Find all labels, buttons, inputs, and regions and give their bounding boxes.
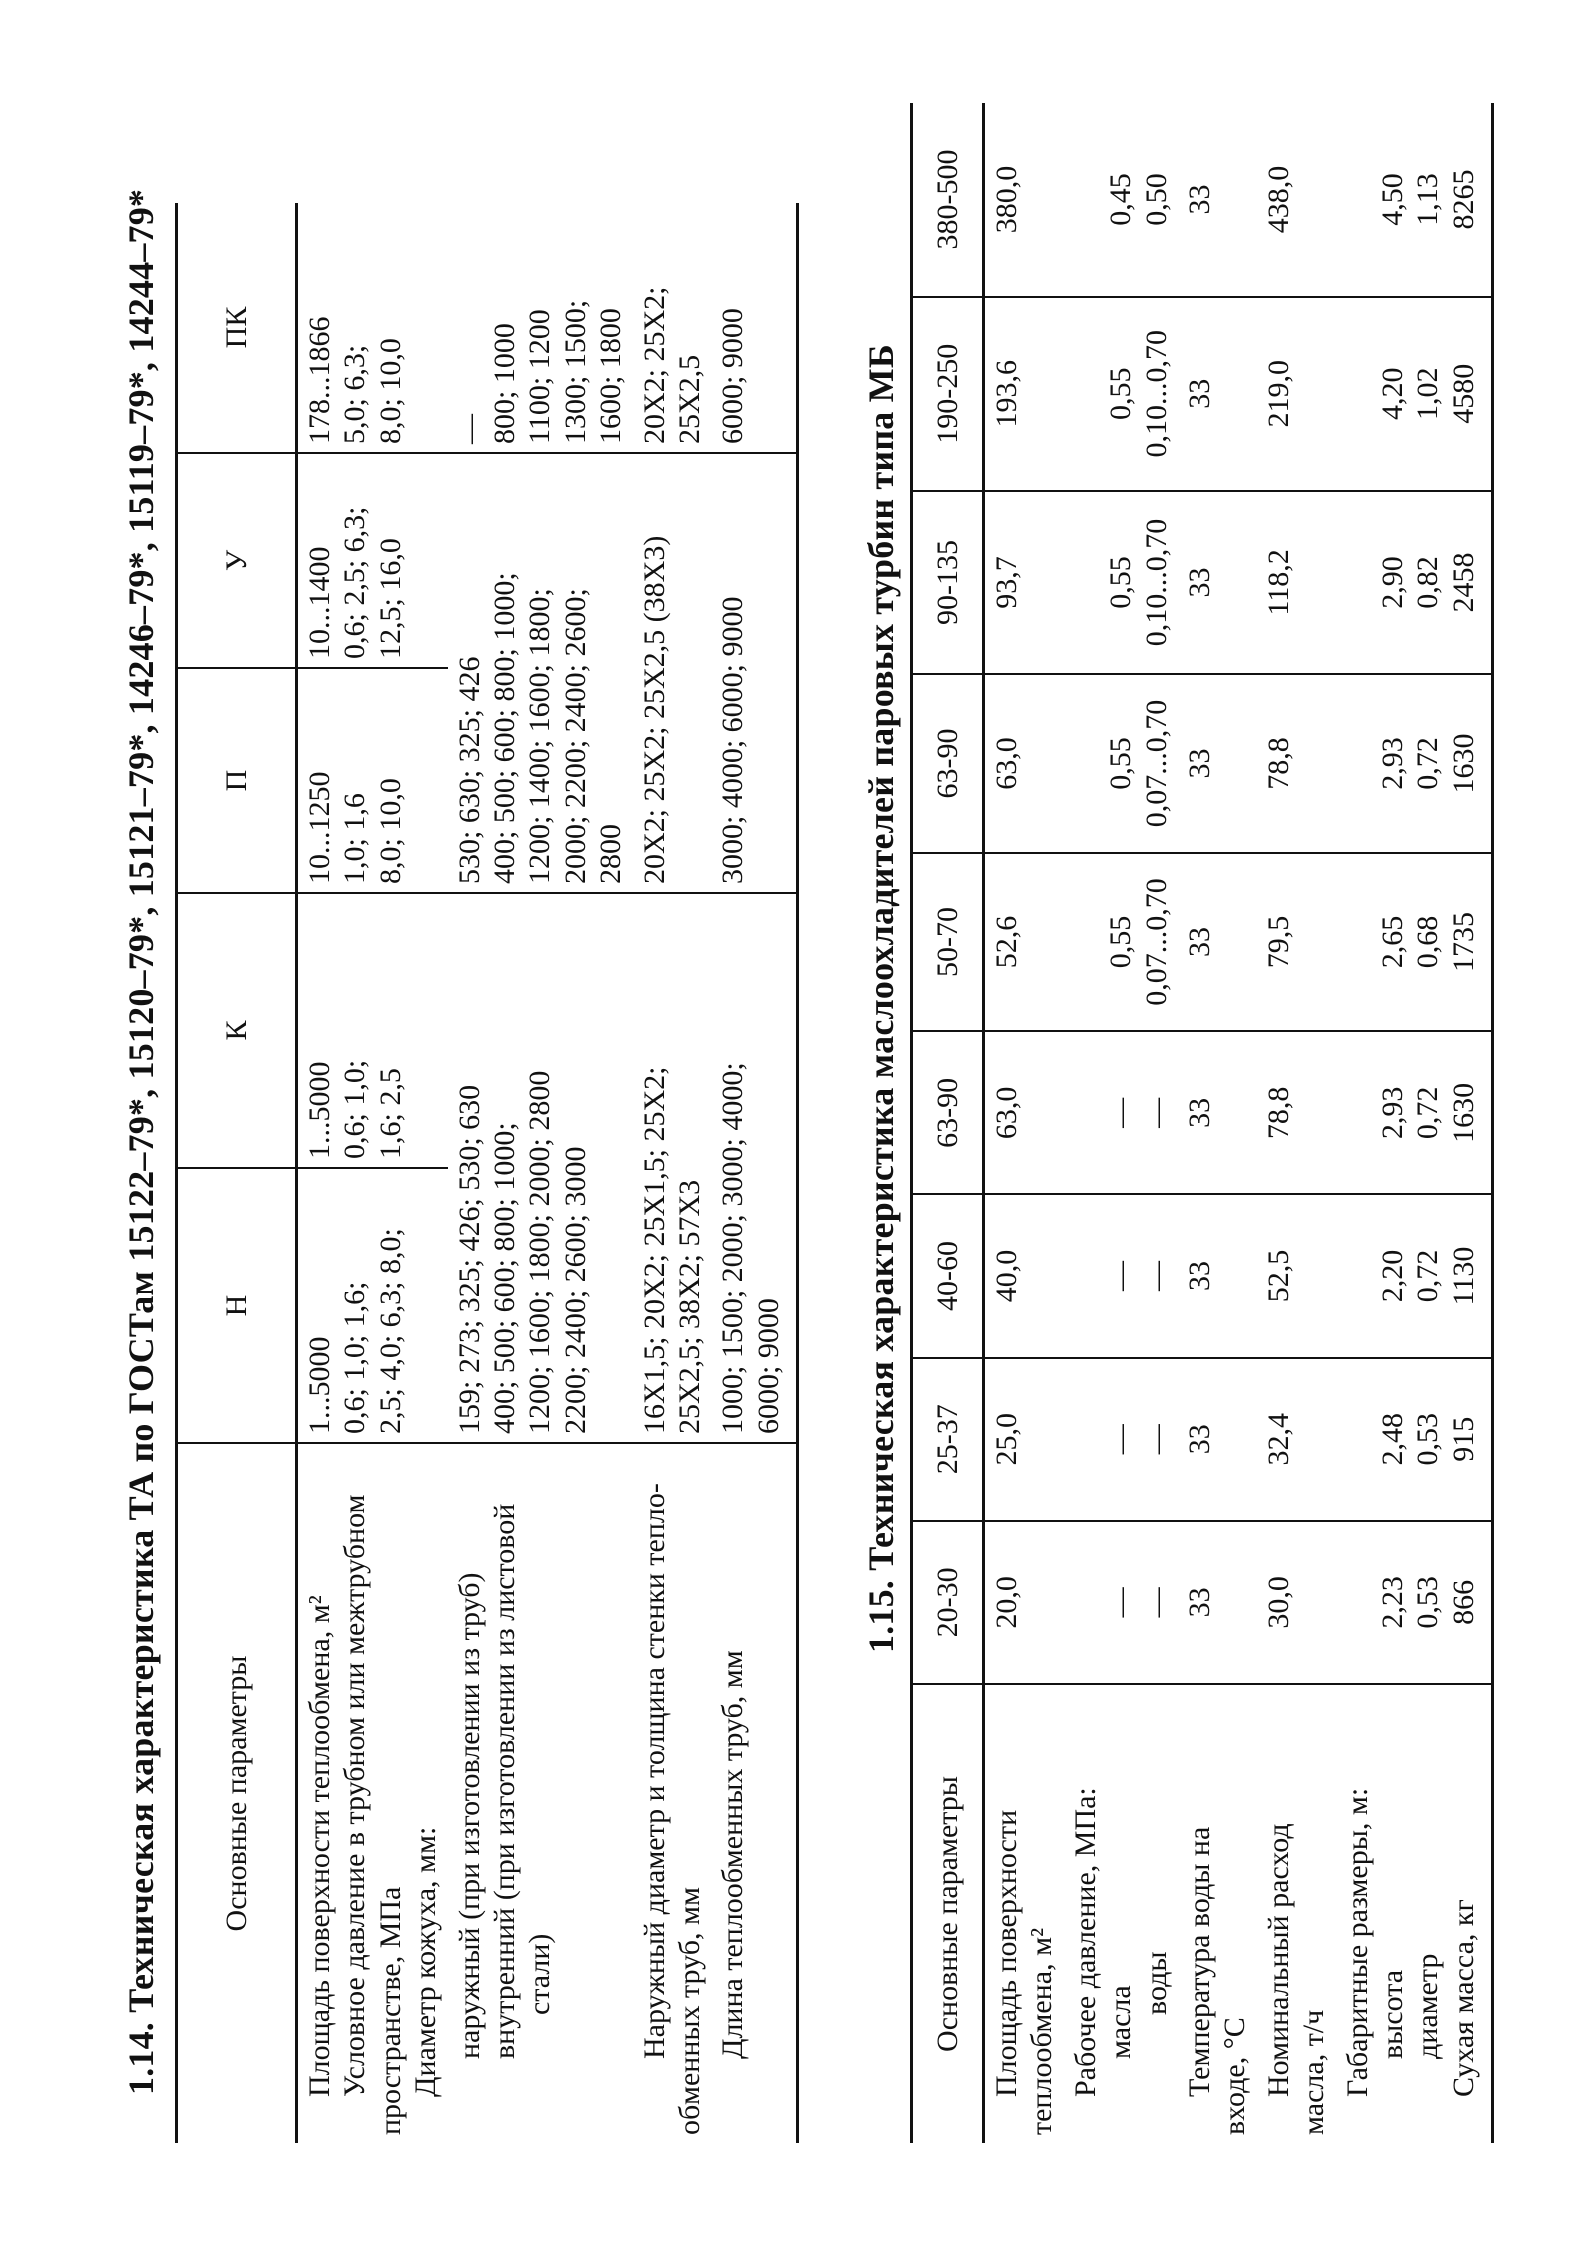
value-line: 0,6; 2,5; 6,3; xyxy=(338,506,372,659)
value-line: 20X2; 25X2; xyxy=(637,286,671,444)
value-line: 2458 xyxy=(1446,552,1480,613)
param-cell xyxy=(711,1443,797,2143)
table-row xyxy=(633,203,712,2143)
value-line: 1200; 1400; 1600; 1800; xyxy=(523,588,557,884)
value-line: 4,20 xyxy=(1375,367,1409,421)
value-cell xyxy=(1336,297,1493,491)
header-model: 50-70 xyxy=(912,853,984,1032)
value-line: 0,55 xyxy=(1104,556,1138,609)
param-line: воды xyxy=(1139,1951,1173,2015)
header-model: 40-60 xyxy=(912,1194,984,1357)
value-cell: 33 xyxy=(1178,1194,1257,1357)
value-cell xyxy=(1336,1031,1493,1194)
param-line: Температура воды на xyxy=(1182,1826,1216,2097)
value-cell: 78,8 xyxy=(1257,674,1336,853)
value-cell xyxy=(1064,1031,1178,1194)
value-line: 1,6; 2,5 xyxy=(373,1068,407,1159)
table-row xyxy=(1064,103,1178,2143)
value-line: 2000; 2200; 2400; 2600; xyxy=(558,588,592,884)
value-cell xyxy=(1336,1194,1493,1357)
value-cell xyxy=(711,203,797,453)
value-line: — xyxy=(1104,1424,1138,1455)
table-row xyxy=(711,203,797,2143)
value-line: 1...5000 xyxy=(303,1061,336,1159)
value-cell xyxy=(297,453,448,668)
value-cell xyxy=(1064,1358,1178,1521)
value-line: — xyxy=(1104,1097,1138,1128)
value-cell xyxy=(1336,103,1493,297)
value-line: 2,93 xyxy=(1375,737,1409,790)
value-cell xyxy=(711,453,797,893)
table-row xyxy=(448,203,633,2143)
value-cell xyxy=(1336,674,1493,853)
header-type-U: У xyxy=(177,453,297,668)
value-cell xyxy=(1064,1521,1178,1684)
param-cell xyxy=(1336,1684,1493,2143)
value-line: 2,48 xyxy=(1375,1412,1409,1466)
value-cell xyxy=(297,1168,448,1443)
value-line: 1,0; 1,6 xyxy=(338,793,372,884)
value-line: 5,0; 6,3; xyxy=(338,344,372,444)
param-cell xyxy=(1064,1684,1178,2143)
param-line: Диаметр кожуха, мм: xyxy=(409,1826,443,2097)
header-type-P: П xyxy=(177,668,297,893)
value-cell: 438,0 xyxy=(1257,103,1336,297)
value-cell xyxy=(448,453,633,893)
value-line: 0,07...0,70 xyxy=(1139,699,1173,828)
value-line: 25X2,5 xyxy=(672,354,706,444)
value-cell xyxy=(448,893,633,1443)
table-1-14 xyxy=(175,203,799,2143)
value-line: 4,50 xyxy=(1375,173,1409,226)
header-params: Основные параметры xyxy=(912,1684,984,2143)
value-cell: 25,0 xyxy=(984,1358,1064,1521)
param-line: масла, т/ч xyxy=(1297,2009,1331,2135)
value-line: 20X2; 25X2; 25X2,5 (38X3) xyxy=(637,535,671,884)
value-cell xyxy=(297,668,448,893)
header-model: 63-90 xyxy=(912,674,984,853)
value-cell xyxy=(1336,1521,1493,1684)
param-cell xyxy=(297,1443,448,2143)
value-cell xyxy=(1064,491,1178,675)
value-line: 1...5000 xyxy=(303,1336,336,1434)
header-model: 25-37 xyxy=(912,1358,984,1521)
param-cell xyxy=(448,1443,633,2143)
value-line: 400; 500; 600; 800; 1000; xyxy=(487,1122,521,1434)
value-cell: 63,0 xyxy=(984,1031,1064,1194)
value-line: 0,72 xyxy=(1411,1086,1445,1140)
value-cell: 78,8 xyxy=(1257,1031,1336,1194)
value-cell xyxy=(711,893,797,1443)
header-type-K: К xyxy=(177,893,297,1168)
value-line: 0,72 xyxy=(1411,737,1445,790)
value-line: 10...1400 xyxy=(303,546,336,659)
param-line: пространстве, МПа xyxy=(373,1886,407,2135)
param-line: внутренний (при изготовлении из листовой xyxy=(487,1503,521,2059)
value-cell: 33 xyxy=(1178,297,1257,491)
value-line: 8265 xyxy=(1446,169,1480,230)
value-line: — xyxy=(1139,1261,1173,1292)
value-cell: 30,0 xyxy=(1257,1521,1336,1684)
param-line: масла xyxy=(1104,1985,1138,2059)
param-cell xyxy=(1257,1684,1336,2143)
value-line: 2,20 xyxy=(1375,1249,1409,1303)
value-line: 12,5; 16,0 xyxy=(373,538,407,659)
value-cell: 118,2 xyxy=(1257,491,1336,675)
value-line: 400; 500; 600; 800; 1000; xyxy=(487,572,521,884)
header-params: Основные параметры xyxy=(177,1443,297,2143)
value-line: 1100; 1200 xyxy=(523,309,557,444)
value-cell: 33 xyxy=(1178,853,1257,1032)
value-line: 6000; 9000 xyxy=(751,1298,785,1434)
table-1-15-title: 1.15. Техническая характеристика маслоохладителей паровых турбин типа МБ xyxy=(861,344,901,1653)
param-line: Габаритные размеры, м: xyxy=(1340,1787,1374,2097)
value-line: — xyxy=(1139,1424,1173,1455)
value-cell: 33 xyxy=(1178,1358,1257,1521)
table-row xyxy=(297,203,448,2143)
header-model: 190-250 xyxy=(912,297,984,491)
header-model: 63-90 xyxy=(912,1031,984,1194)
value-cell: 33 xyxy=(1178,674,1257,853)
value-line: 2800 xyxy=(594,824,628,884)
value-line: 1300; 1500; xyxy=(558,299,592,444)
value-line: 0,55 xyxy=(1104,915,1138,969)
value-line: 0,82 xyxy=(1411,556,1445,609)
value-line: 3000; 4000; 6000; 9000 xyxy=(716,596,750,884)
value-line: 1600; 1800 xyxy=(594,308,628,444)
value-line: 1200; 1600; 1800; 2000; 2800 xyxy=(523,1070,557,1434)
value-line: 2,23 xyxy=(1375,1576,1409,1629)
value-cell xyxy=(1064,103,1178,297)
value-cell: 52,5 xyxy=(1257,1194,1336,1357)
table-1-15 xyxy=(910,103,1494,2143)
param-line: Условное давление в трубном или межтрубном xyxy=(338,1494,372,2097)
value-line: 1000; 1500; 2000; 3000; 4000; xyxy=(716,1062,750,1434)
param-line: стали) xyxy=(523,1933,557,2015)
value-line: 0,10...0,70 xyxy=(1139,518,1173,647)
value-line: 16X1,5; 20X2; 25X1,5; 25X2; xyxy=(637,1066,671,1434)
param-line: Сухая масса, кг xyxy=(1446,1899,1480,2097)
param-line: теплообмена, м² xyxy=(1025,1927,1059,2135)
value-line: 915 xyxy=(1446,1416,1480,1462)
value-line: 800; 1000 xyxy=(487,323,521,444)
value-line: 1630 xyxy=(1446,1082,1480,1143)
value-line: 530; 630; 325; 426 xyxy=(452,656,486,884)
value-cell: 33 xyxy=(1178,1521,1257,1684)
value-cell: 33 xyxy=(1178,491,1257,675)
value-cell: 32,4 xyxy=(1257,1358,1336,1521)
value-cell xyxy=(1064,853,1178,1032)
value-line: — xyxy=(1139,1097,1173,1128)
param-line: наружный (при изготовлении из труб) xyxy=(452,1572,486,2059)
param-line: Длина теплообменных труб, мм xyxy=(716,1650,750,2059)
value-cell: 193,6 xyxy=(984,297,1064,491)
param-cell xyxy=(984,1684,1064,2143)
value-line: 10...1250 xyxy=(303,771,336,884)
value-line: 0,72 xyxy=(1411,1249,1445,1303)
header-model: 380-500 xyxy=(912,103,984,297)
value-cell: 40,0 xyxy=(984,1194,1064,1357)
table-row xyxy=(1257,103,1336,2143)
value-cell: 52,6 xyxy=(984,853,1064,1032)
value-line: 0,07...0,70 xyxy=(1139,878,1173,1006)
value-line: — xyxy=(1104,1261,1138,1292)
value-cell: 63,0 xyxy=(984,674,1064,853)
value-line: 2,5; 4,0; 6,3; 8,0; xyxy=(373,1228,407,1434)
value-line: 25X2,5; 38X2; 57X3 xyxy=(672,1179,706,1434)
value-cell xyxy=(633,203,712,453)
param-cell xyxy=(633,1443,712,2143)
value-line: 0,55 xyxy=(1104,737,1138,790)
value-line: 2,65 xyxy=(1375,915,1409,969)
value-cell: 79,5 xyxy=(1257,853,1336,1032)
value-line: 2200; 2400; 2600; 3000 xyxy=(558,1146,592,1434)
value-line: 159; 273; 325; 426; 530; 630 xyxy=(452,1084,486,1434)
param-line: Рабочее давление, МПа: xyxy=(1068,1787,1102,2097)
value-cell xyxy=(297,893,448,1168)
value-cell xyxy=(448,203,633,453)
header-type-N: Н xyxy=(177,1168,297,1443)
value-line: 2,90 xyxy=(1375,556,1409,609)
value-cell: 380,0 xyxy=(984,103,1064,297)
value-cell xyxy=(633,453,712,893)
value-line: 0,10...0,70 xyxy=(1139,330,1173,458)
value-cell xyxy=(1336,491,1493,675)
value-line: 0,6; 1,0; xyxy=(338,1059,372,1159)
header-model: 90-135 xyxy=(912,491,984,675)
value-cell xyxy=(1064,674,1178,853)
param-line: Площадь поверхности теплообмена, м² xyxy=(303,1595,336,2097)
value-line: 0,53 xyxy=(1411,1412,1445,1466)
value-line: 1,13 xyxy=(1411,173,1445,226)
value-line: 1735 xyxy=(1446,912,1480,972)
param-line: Номинальный расход xyxy=(1261,1823,1295,2097)
value-line: 0,6; 1,0; 1,6; xyxy=(338,1281,372,1434)
param-line: Площадь поверхности xyxy=(990,1809,1023,2097)
value-line: 1130 xyxy=(1446,1246,1480,1306)
value-cell: 33 xyxy=(1178,103,1257,297)
value-cell xyxy=(633,893,712,1443)
header-type-PK: ПК xyxy=(177,203,297,453)
value-line: 4580 xyxy=(1446,363,1480,424)
param-line: высота xyxy=(1375,1969,1409,2059)
value-line: — xyxy=(452,414,486,444)
value-line: 6000; 9000 xyxy=(716,308,750,444)
value-line: 1,02 xyxy=(1411,367,1445,421)
value-cell: 33 xyxy=(1178,1031,1257,1194)
table-row xyxy=(1336,103,1493,2143)
param-line: входе, °С xyxy=(1218,2017,1252,2135)
value-line: — xyxy=(1104,1587,1138,1618)
value-cell xyxy=(1336,853,1493,1032)
header-model: 20-30 xyxy=(912,1521,984,1684)
value-cell xyxy=(1064,297,1178,491)
param-cell xyxy=(1178,1684,1257,2143)
value-line: 0,55 xyxy=(1104,367,1138,421)
value-line: 0,53 xyxy=(1411,1576,1445,1629)
value-line: 2,93 xyxy=(1375,1086,1409,1140)
value-line: 0,45 xyxy=(1104,173,1138,226)
value-line: 866 xyxy=(1446,1579,1480,1625)
value-cell: 219,0 xyxy=(1257,297,1336,491)
param-line: диаметр xyxy=(1411,1953,1445,2059)
value-line: 0,68 xyxy=(1411,915,1445,969)
value-line: — xyxy=(1139,1587,1173,1618)
table-row xyxy=(1178,103,1257,2143)
table-row xyxy=(984,103,1064,2143)
param-line: Наружный диаметр и толщина стенки тепло- xyxy=(637,1483,671,2059)
value-cell: 93,7 xyxy=(984,491,1064,675)
value-line: 1630 xyxy=(1446,733,1480,794)
value-line: 8,0; 10,0 xyxy=(373,778,407,884)
param-line: обменных труб, мм xyxy=(672,1887,706,2135)
value-cell: 20,0 xyxy=(984,1521,1064,1684)
value-cell xyxy=(1336,1358,1493,1521)
table-1-14-title: 1.14. Техническая характеристика ТА по ГОСТам 15122–79*, 15120–79*, 15121–79*, 14246–79*, 15119–79*, 14244–79* xyxy=(121,188,161,2095)
value-cell xyxy=(297,203,448,453)
value-line: 8,0; 10,0 xyxy=(373,338,407,444)
value-cell xyxy=(1064,1194,1178,1357)
value-line: 0,50 xyxy=(1139,173,1173,226)
value-line: 178...1866 xyxy=(303,316,336,444)
